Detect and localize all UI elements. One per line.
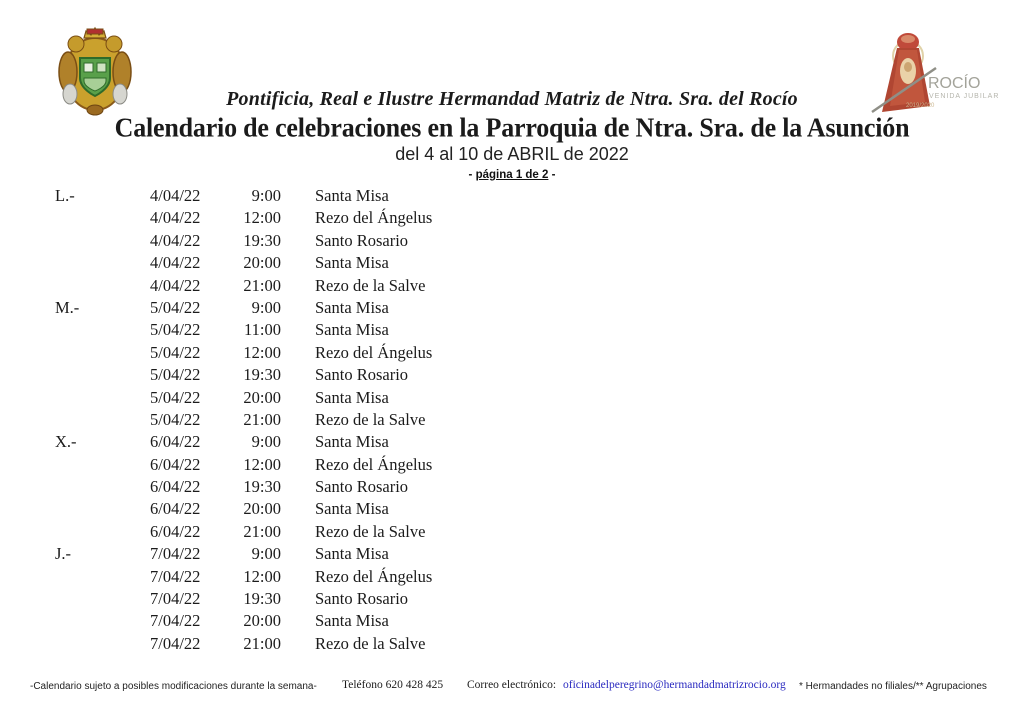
cell-event: Rezo del Ángelus <box>315 342 433 362</box>
table-row <box>55 566 432 588</box>
page-indicator-suffix: - <box>548 169 556 181</box>
cell-time: 20:00 <box>243 253 281 273</box>
cell-event: Rezo del Ángelus <box>315 454 433 474</box>
page-title: Calendario de celebraciones en la Parroquia de Ntra. Sra. de la Asunción <box>114 112 910 143</box>
cell-day <box>55 633 150 655</box>
cell-event: Santo Rosario <box>315 230 409 250</box>
page-indicator-prefix: - <box>468 169 476 181</box>
email-link[interactable]: oficinadelperegrino@hermandadmatrizrocio.org <box>563 679 786 691</box>
cell-day <box>55 498 150 520</box>
cell-time: 12:00 <box>243 566 281 586</box>
cell-event: Santa Misa <box>315 611 389 631</box>
footer-phone: Teléfono 620 428 425 <box>342 679 444 691</box>
cell-date: 6/04/22 <box>150 521 201 541</box>
cell-day <box>55 319 150 341</box>
cell-time: 9:00 <box>251 432 281 452</box>
page-indicator-label: página 1 de 2 <box>475 169 549 181</box>
cell-date: 5/04/22 <box>150 320 201 340</box>
cell-event: Santa Misa <box>315 186 389 205</box>
cell-day <box>55 275 150 297</box>
cell-day <box>55 230 150 252</box>
organization-title: Pontificia, Real e Ilustre Hermandad Matriz de Ntra. Sra. del Rocío <box>226 88 798 110</box>
schedule-table <box>55 185 432 655</box>
cell-event: Santa Misa <box>315 499 389 519</box>
cell-time: 9:00 <box>251 544 281 564</box>
cell-day <box>55 610 150 632</box>
cell-event: Santo Rosario <box>315 365 409 385</box>
table-row <box>55 252 432 274</box>
cell-day <box>55 387 150 409</box>
cell-day: L.- <box>55 186 75 205</box>
table-row <box>55 230 432 252</box>
cell-event: Santa Misa <box>315 297 389 317</box>
table-row <box>55 342 432 364</box>
cell-time: 19:30 <box>243 477 281 497</box>
footer-legend: * Hermandades no filiales/** Agrupaciones <box>799 681 987 692</box>
cell-date: 7/04/22 <box>150 544 201 564</box>
cell-time: 9:00 <box>251 186 281 205</box>
cell-day <box>55 252 150 274</box>
table-row <box>55 610 432 632</box>
cell-time: 21:00 <box>243 521 281 541</box>
cell-date: 7/04/22 <box>150 611 201 631</box>
cell-day: J.- <box>55 544 72 564</box>
date-range-subtitle: del 4 al 10 de ABRIL de 2022 <box>395 144 629 164</box>
cell-day <box>55 521 150 543</box>
table-row <box>55 297 432 319</box>
cell-event: Rezo de la Salve <box>315 275 426 295</box>
cell-event: Rezo de la Salve <box>315 521 426 541</box>
cell-day <box>55 588 150 610</box>
cell-event: Santa Misa <box>315 544 389 564</box>
cell-day <box>55 364 150 386</box>
cell-day: X.- <box>55 432 77 452</box>
cell-day <box>55 454 150 476</box>
cell-date: 4/04/22 <box>150 230 201 250</box>
cell-time: 9:00 <box>251 297 281 317</box>
cell-date: 6/04/22 <box>150 499 201 519</box>
cell-event: Santo Rosario <box>315 477 409 497</box>
table-row <box>55 207 432 229</box>
cell-event: Rezo de la Salve <box>315 409 426 429</box>
cell-event: Rezo del Ángelus <box>315 566 433 586</box>
cell-date: 5/04/22 <box>150 409 201 429</box>
cell-time: 21:00 <box>243 633 281 653</box>
cell-day <box>55 566 150 588</box>
cell-date: 6/04/22 <box>150 477 201 497</box>
cell-event: Rezo del Ángelus <box>315 208 433 228</box>
footer-note: -Calendario sujeto a posibles modificaciones durante la semana- <box>30 681 317 692</box>
cell-time: 12:00 <box>243 208 281 228</box>
cell-day: M.- <box>55 297 80 317</box>
cell-event: Santa Misa <box>315 320 389 340</box>
cell-time: 20:00 <box>243 387 281 407</box>
cell-time: 11:00 <box>244 320 281 340</box>
table-row <box>55 543 432 565</box>
cell-date: 4/04/22 <box>150 275 201 295</box>
cell-day <box>55 476 150 498</box>
cell-time: 19:30 <box>243 230 281 250</box>
cell-time: 21:00 <box>243 409 281 429</box>
page-indicator <box>0 169 1024 181</box>
cell-event: Santa Misa <box>315 432 389 452</box>
table-row <box>55 476 432 498</box>
cell-date: 7/04/22 <box>150 589 201 609</box>
cell-day <box>55 409 150 431</box>
cell-date: 5/04/22 <box>150 342 201 362</box>
table-row <box>55 185 432 207</box>
table-row <box>55 431 432 453</box>
cell-day <box>55 207 150 229</box>
cell-time: 21:00 <box>243 275 281 295</box>
cell-time: 19:30 <box>243 589 281 609</box>
cell-date: 7/04/22 <box>150 633 201 653</box>
cell-date: 5/04/22 <box>150 297 201 317</box>
table-row <box>55 498 432 520</box>
footer-email-label: Correo electrónico: <box>467 679 557 691</box>
cell-time: 12:00 <box>243 342 281 362</box>
cell-day <box>55 342 150 364</box>
cell-time: 20:00 <box>243 499 281 519</box>
footer <box>0 679 1024 699</box>
cell-time: 19:30 <box>243 365 281 385</box>
rocio-logo-title: ROCÍO <box>928 75 981 92</box>
cell-event: Rezo de la Salve <box>315 633 426 653</box>
cell-time: 12:00 <box>243 454 281 474</box>
table-row <box>55 633 432 655</box>
rocio-logo-subtitle: VENIDA JUBILAR <box>929 93 1000 100</box>
table-row <box>55 275 432 297</box>
cell-event: Santa Misa <box>315 387 389 407</box>
cell-date: 7/04/22 <box>150 566 201 586</box>
cell-date: 4/04/22 <box>150 208 201 228</box>
table-row <box>55 319 432 341</box>
rocio-logo-year: 2019/2020 <box>906 103 935 109</box>
cell-date: 5/04/22 <box>150 387 201 407</box>
cell-event: Santo Rosario <box>315 589 409 609</box>
table-row <box>55 588 432 610</box>
table-row <box>55 521 432 543</box>
table-row <box>55 364 432 386</box>
cell-time: 20:00 <box>243 611 281 631</box>
table-row <box>55 387 432 409</box>
table-row <box>55 454 432 476</box>
cell-date: 4/04/22 <box>150 186 201 205</box>
cell-date: 6/04/22 <box>150 432 201 452</box>
cell-date: 4/04/22 <box>150 253 201 273</box>
cell-date: 6/04/22 <box>150 454 201 474</box>
cell-event: Santa Misa <box>315 253 389 273</box>
cell-date: 5/04/22 <box>150 365 201 385</box>
table-row <box>55 409 432 431</box>
